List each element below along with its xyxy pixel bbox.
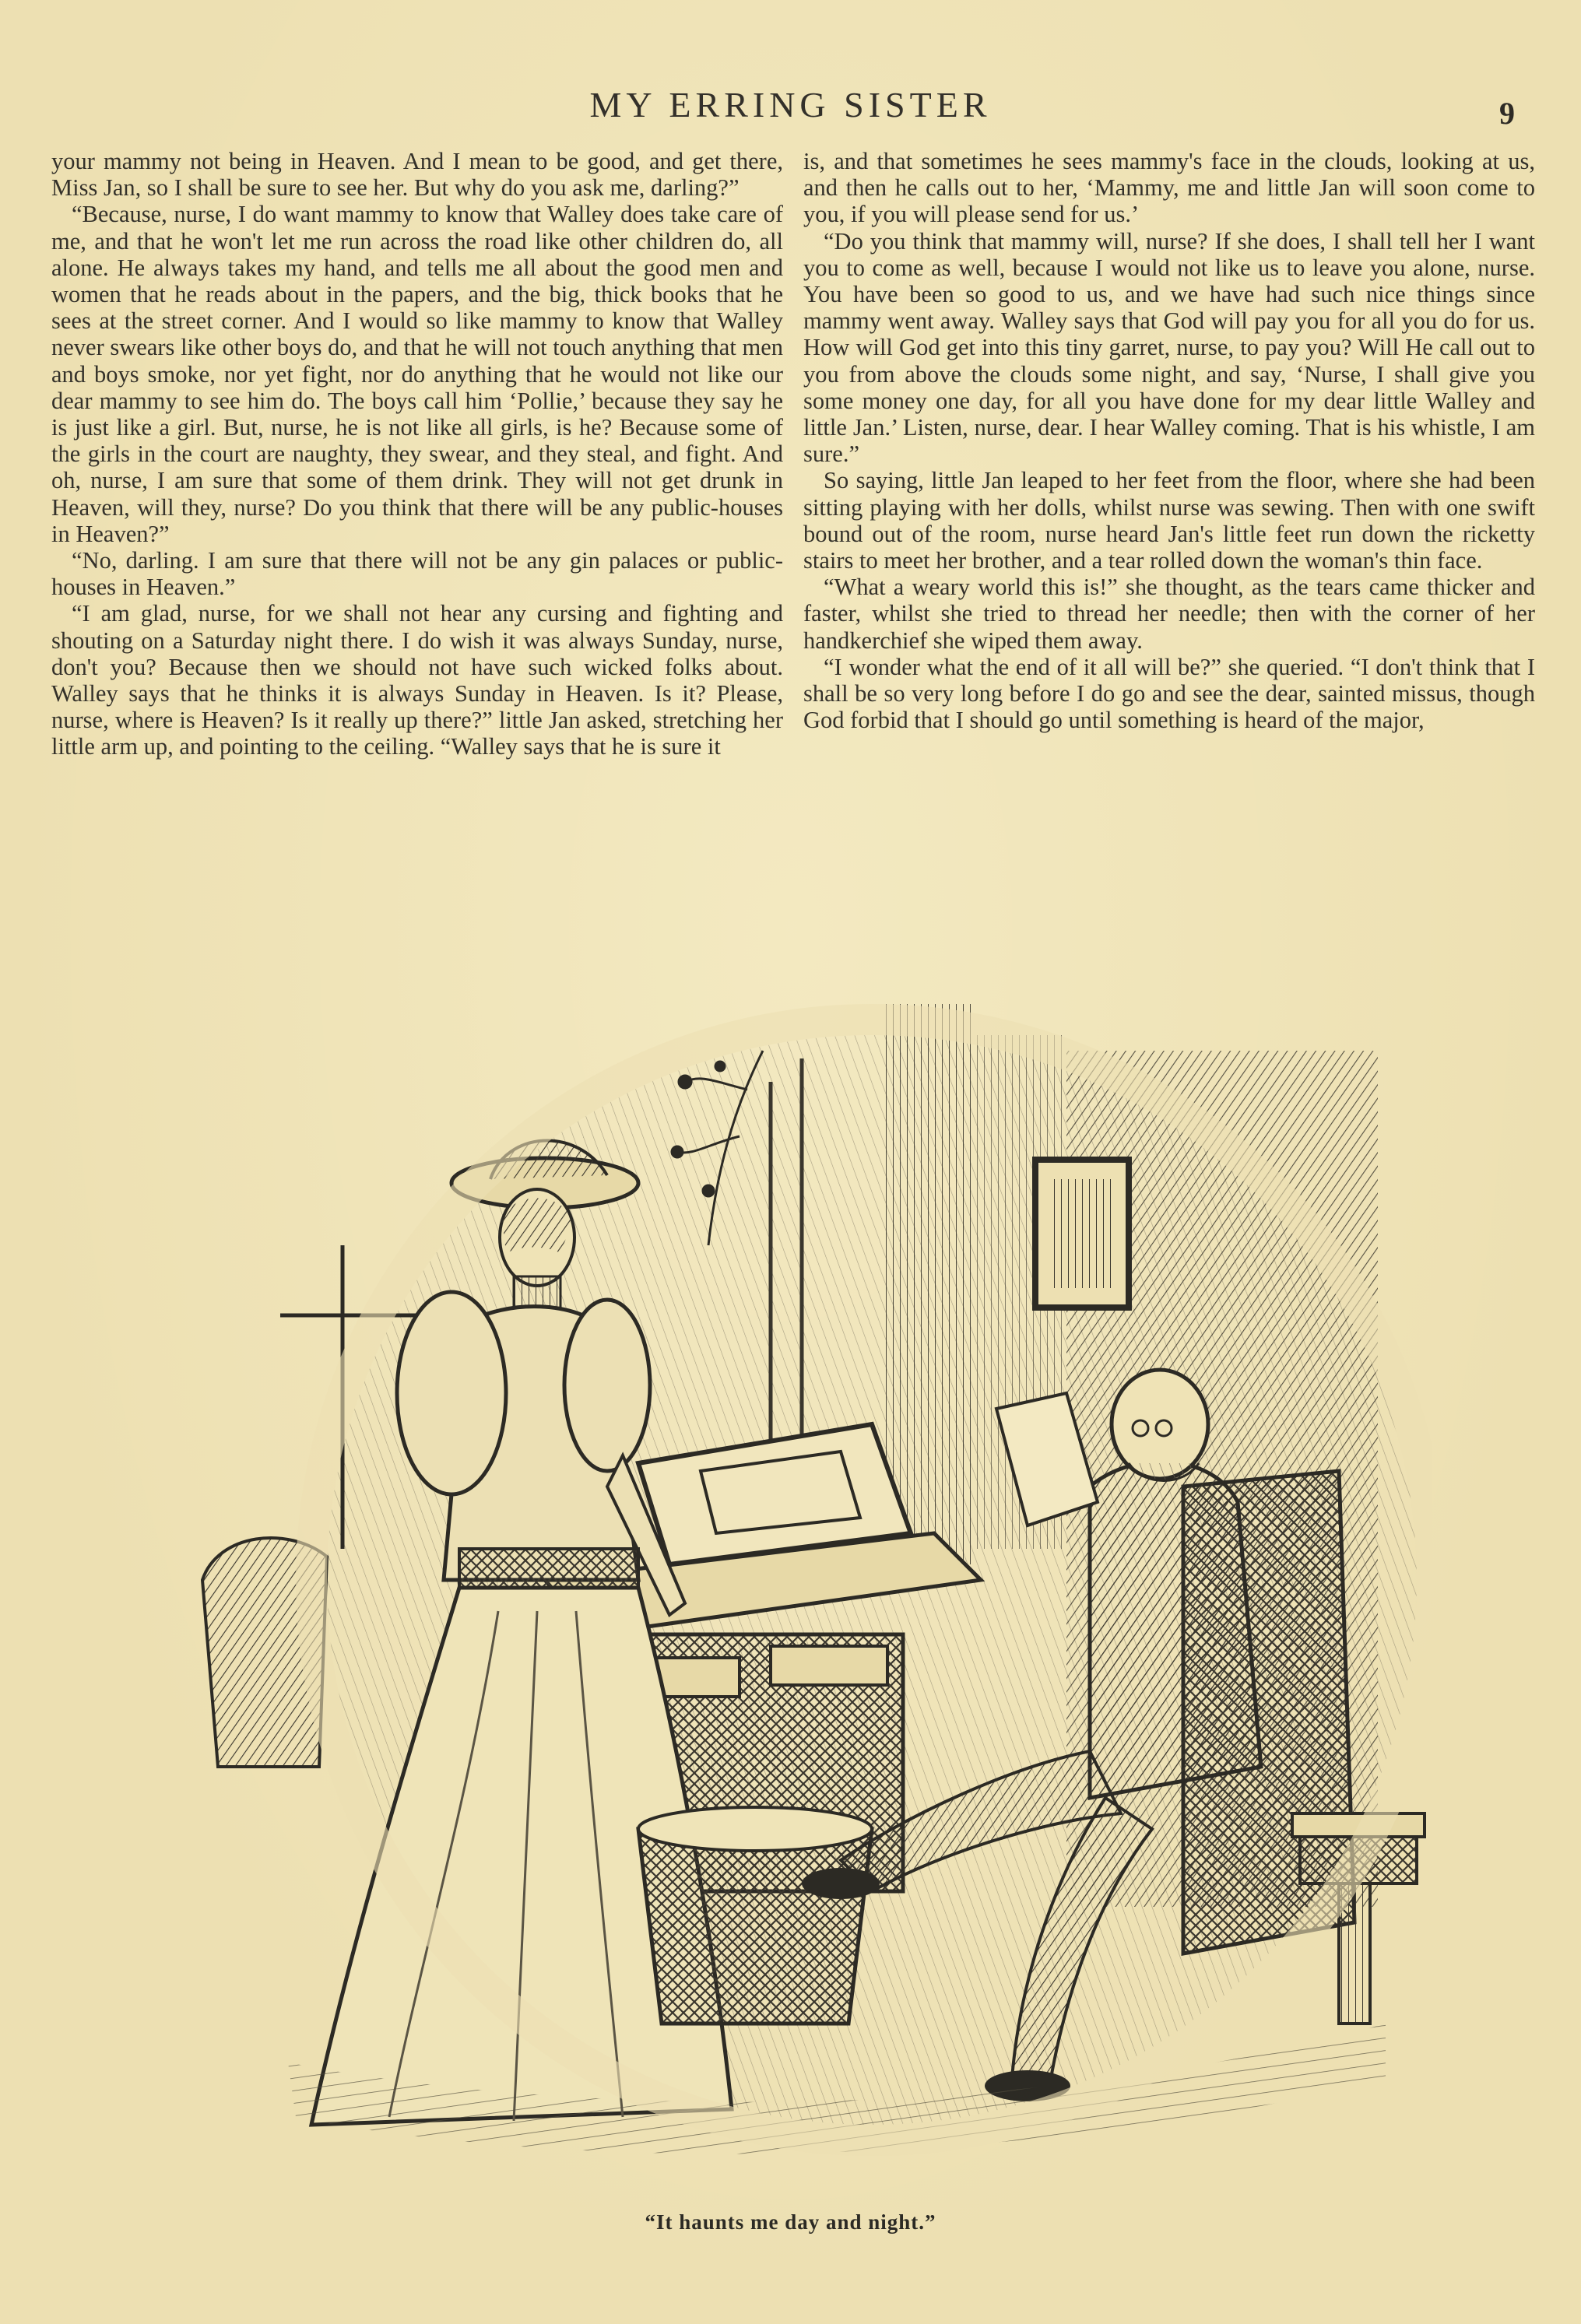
running-head-title: MY ERRING SISTER bbox=[589, 85, 992, 125]
paragraph: “Because, nurse, I do want mammy to know that Walley does take care of me, and that he won't let me run across the road like other children do, all alone. He always takes my hand, and tells me all about the good men and women that he reads about in the papers, and the big, thick books that he sees at the street corner. And I would so like mammy to know that Walley never swears like other boys do, and that he will not touch anything that men and boys smoke, nor yet fight, nor do anything that he would not like our dear mammy to see him do. The boys call him ‘Pollie,’ because they say he is just like a girl. But, nurse, he is not like all girls, is he? Because some of the girls in the court are naughty, they swear, and they steal, and fight. And oh, nurse, I am sure that some of them drink. They will not get drunk in Heaven, will they, nurse? Do you think that there will be any public-houses in Heaven?” bbox=[51, 201, 783, 547]
paragraph: “Do you think that mammy will, nurse? If she does, I shall tell her I want you to come as well, because I would not like us to leave you alone, nurse. You have been so good to us, and we have had such nice things since mammy went away. Walley says that God will pay you for all you do for us. How will God get into this tiny garret, nurse, to pay you? Will He call out to you from above the clouds some night, and say, ‘Nurse, I shall give you some money one day, for all you have done for my dear little Walley and little Jan.’ Listen, nurse, dear. I hear Walley coming. That is his whistle, I am sure.” bbox=[803, 227, 1535, 468]
engraving-illustration bbox=[171, 988, 1432, 2187]
illustration-caption: “It haunts me day and night.” bbox=[645, 2210, 936, 2234]
page-number: 9 bbox=[1499, 96, 1515, 131]
paragraph: “What a weary world this is!” she thought, as the tears came thicker and faster, whilst she tried to thread her needle; then with the corner of her handkerchief she wiped them away. bbox=[803, 574, 1535, 654]
paragraph: “I am glad, nurse, for we shall not hear any cursing and fighting and shouting on a Saturday night there. I do wish it was always Sunday, nurse, don't you? Because then we should not have such wicked folks about. Walley says that he thinks it is always Sunday in Heaven. Is it? Please, nurse, where is Heaven? Is it really up there?” little Jan asked, stretching her little arm up, and pointing to the ceiling. “Walley says that he is sure it bbox=[51, 600, 783, 760]
left-text-column bbox=[51, 148, 783, 950]
paragraph: “No, darling. I am sure that there will not be any gin palaces or public-houses in Heaven.” bbox=[51, 547, 783, 601]
paragraph: “I wonder what the end of it all will be?” she queried. “I don't think that I shall be so very long before I do go and see the dear, sainted missus, though God forbid that I should go until something is heard of the major, bbox=[803, 653, 1535, 734]
right-text-column bbox=[803, 148, 1535, 950]
wall-picture-frame bbox=[1035, 1160, 1129, 1308]
paragraph: is, and that sometimes he sees mammy's face in the clouds, looking at us, and then he calls out to her, ‘Mammy, me and little Jan will soon come to you, if you will please send for us.’ bbox=[803, 148, 1535, 228]
paragraph: So saying, little Jan leaped to her feet from the floor, where she had been sitting playing with her dolls, whilst nurse was sewing. Then with one swift bound out of the room, nurse heard Jan's little feet run down the ricketty stairs to meet her brother, and a tear rolled down the woman's thin face. bbox=[803, 467, 1535, 574]
paragraph: your mammy not being in Heaven. And I mean to be good, and get there, Miss Jan, so I shall be sure to see her. But why do you ask me, darling?” bbox=[51, 148, 783, 202]
waste-basket bbox=[638, 1807, 872, 2024]
